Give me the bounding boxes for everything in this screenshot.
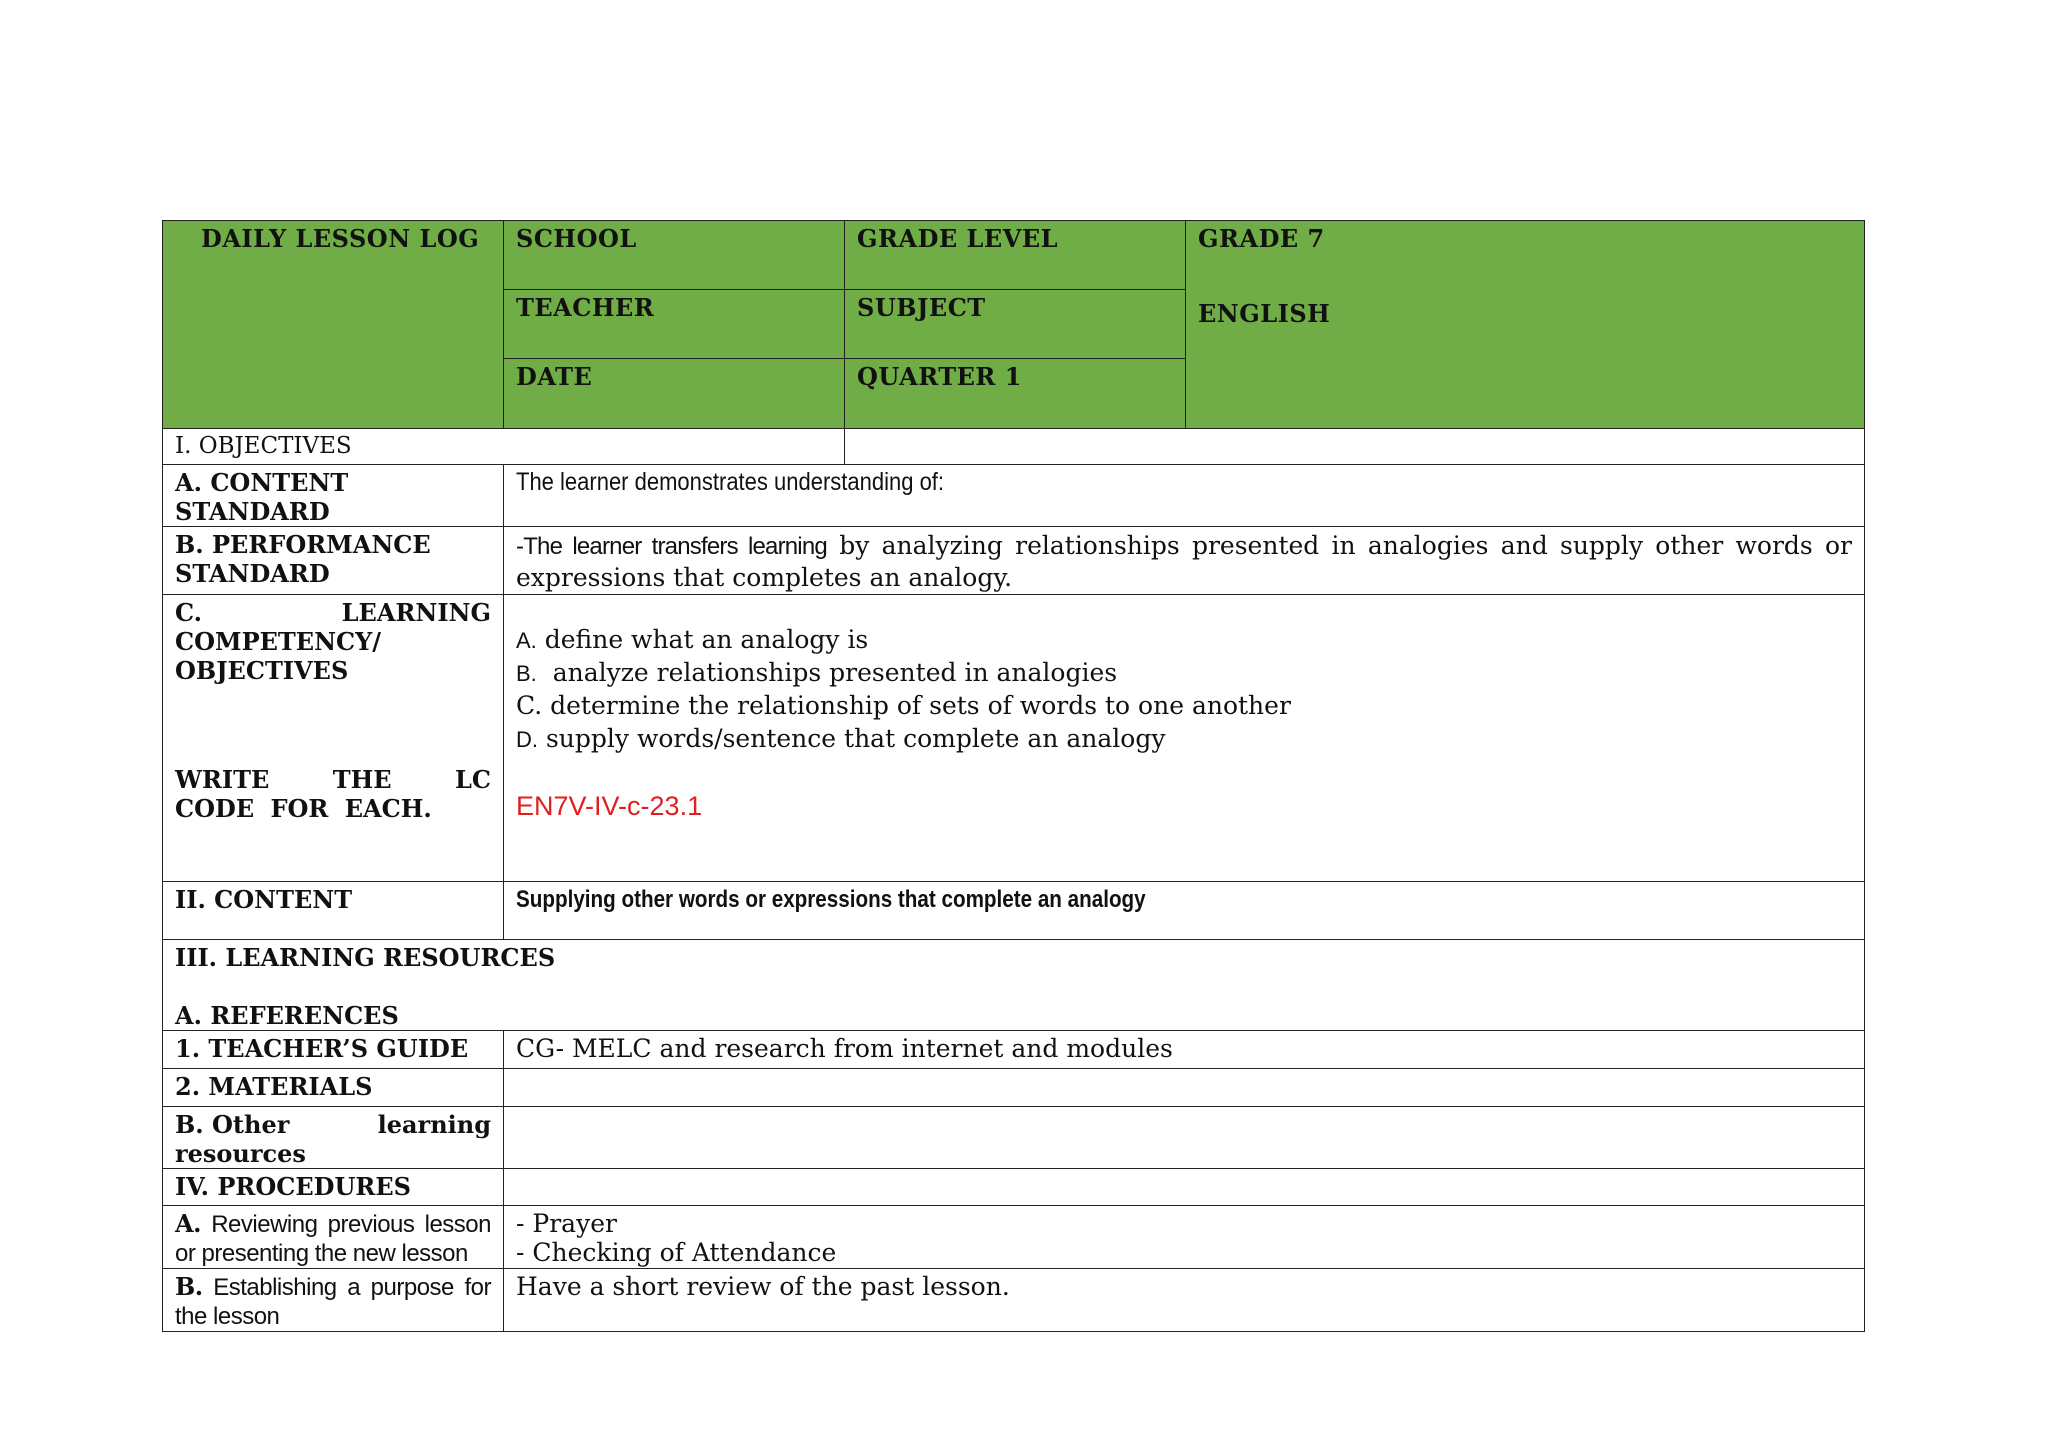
references-label: A. REFERENCES [175,1001,399,1030]
grade-value: GRADE 7 [1198,224,1325,253]
learning-resources-heading: III. LEARNING RESOURCES [175,943,556,972]
teachers-guide-value: CG- MELC and research from internet and modules [504,1031,1865,1069]
content-value: Supplying other words or expressions that complete an analogy [504,882,1865,940]
content-standard-label: A. CONTENT STANDARD [163,465,504,527]
objectives-empty-cell [845,429,1865,465]
procedure-a-value: - Prayer - Checking of Attendance [504,1206,1865,1269]
learning-resources-cell [163,940,1865,1031]
grade-subject-cell [1186,221,1865,429]
subject-label: SUBJECT [845,290,1186,359]
procedures-empty-cell [504,1169,1865,1206]
procedure-b-value: Have a short review of the past lesson. [504,1269,1865,1332]
competencies-cell [504,595,1865,882]
performance-standard-label: B. PERFORMANCE STANDARD [163,527,504,595]
content-label: II. CONTENT [163,882,504,940]
content-standard-value: The learner demonstrates understanding of: [504,465,1865,527]
learning-competency-cell [163,595,504,882]
date-label: DATE [504,359,845,429]
competency-item: D. supply words/sentence that complete an analogy [516,724,1166,753]
procedures-heading: IV. PROCEDURES [163,1169,504,1206]
objectives-heading: I. OBJECTIVES [163,429,845,465]
competency-item: C. determine the relationship of sets of words to one another [516,691,1291,720]
materials-value [504,1069,1865,1107]
daily-lesson-log-table [162,220,1865,1332]
other-resources-value [504,1107,1865,1169]
competency-item: B. analyze relationships presented in analogies [516,658,1118,687]
procedure-b-label: B. Establishing a purpose for the lesson [163,1269,504,1332]
teachers-guide-label: 1. TEACHER’S GUIDE [163,1031,504,1069]
teacher-label: TEACHER [504,290,845,359]
school-label: SCHOOL [504,221,845,290]
lc-code: EN7V-IV-c-23.1 [516,791,703,821]
materials-label: 2. MATERIALS [163,1069,504,1107]
procedure-a-label: A. Reviewing previous lesson or presenting the new lesson [163,1206,504,1269]
dll-title: DAILY LESSON LOG [163,221,504,429]
performance-standard-value: -The learner transfers learning by analyzing relationships presented in analogies and supply other words or expressions that completes an analogy. [504,527,1865,595]
grade-level-label: GRADE LEVEL [845,221,1186,290]
subject-value: ENGLISH [1198,299,1331,328]
competencies-list [516,624,1852,756]
quarter-label: QUARTER 1 [845,359,1186,429]
learning-competency-label: C. LEARNING COMPETENCY/ OBJECTIVES [175,598,491,685]
competency-item: A. define what an analogy is [516,625,869,654]
write-lc-code-label: WRITE THE LC CODE FOR EACH. [175,765,491,823]
other-resources-label: B. Other learning resources [163,1107,504,1169]
